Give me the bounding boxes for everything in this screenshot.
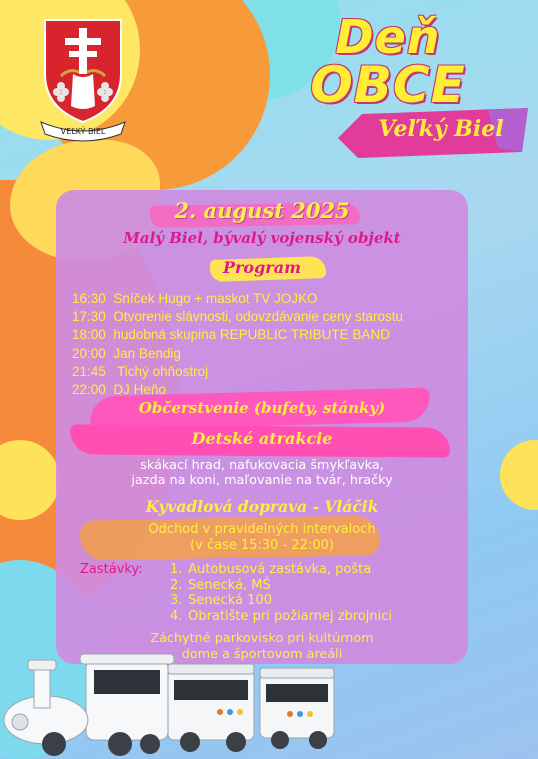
coat-of-arms-icon xyxy=(33,14,133,142)
stop-number: 3. xyxy=(170,593,183,608)
shuttle-line: Odchod v pravidelných intervaloch xyxy=(148,522,376,537)
stops-label: Zastávky: xyxy=(80,562,143,577)
kids-attractions-heading: Detské atrakcie xyxy=(191,429,333,448)
title-line1: Deň xyxy=(335,10,441,64)
shuttle-hours: (v čase 15:30 - 22:00) xyxy=(190,538,334,553)
stop-item xyxy=(170,593,470,609)
stop-name: Obratište pri požiarnej zbrojnici xyxy=(188,608,393,624)
stop-item xyxy=(170,578,470,594)
event-venue: Malý Biel, bývalý vojenský objekt xyxy=(123,229,401,247)
schedule-time: 20:00 xyxy=(72,345,106,361)
stop-name: Senecká, MŠ xyxy=(188,577,271,593)
schedule-item xyxy=(72,345,472,363)
schedule-time: 16:30 xyxy=(72,291,106,306)
parking-line: Záchytné parkovisko pri kultúrnom xyxy=(150,631,374,646)
schedule-item xyxy=(72,326,472,344)
stop-number: 2. xyxy=(170,577,183,593)
stop-name: Senecká 100 xyxy=(188,593,272,608)
parking-line: dome a športovom areáli xyxy=(181,646,343,662)
stop-number: 1. xyxy=(170,562,183,577)
schedule-time: 17:30 xyxy=(72,309,106,325)
refreshments-heading: Občerstvenie (bufety, stánky) xyxy=(138,399,386,417)
svg-text:VEĽKÝ BIEL: VEĽKÝ BIEL xyxy=(60,127,106,136)
stops-list xyxy=(170,562,470,624)
schedule-time: 18:00 xyxy=(72,327,106,343)
title-line2: OBCE xyxy=(310,56,466,114)
page-title xyxy=(262,10,514,114)
stop-number: 4. xyxy=(170,608,183,624)
kids-line: jazda na koni, maľovanie na tvár, hračky xyxy=(131,473,393,488)
schedule-item xyxy=(72,381,472,399)
schedule-time: 21:45 xyxy=(72,363,106,379)
schedule-text: hudobná skupina REPUBLIC TRIBUTE BAND xyxy=(113,327,390,343)
schedule-text: DJ Heňo xyxy=(113,382,166,398)
schedule-text: Otvorenie slávnosti, odovzdávanie ceny starostu xyxy=(113,309,403,325)
program-schedule xyxy=(72,290,472,399)
stop-item xyxy=(170,609,470,625)
tourist-train-icon xyxy=(0,640,340,759)
schedule-item xyxy=(72,308,472,326)
schedule-item xyxy=(72,363,472,381)
shuttle-heading: Kyvadlová doprava - Vláčik xyxy=(145,497,379,516)
decor-yellow-dot-right xyxy=(500,440,538,510)
schedule-time: 22:00 xyxy=(72,382,106,398)
kids-line: skákací hrad, nafukovacia šmykľavka, xyxy=(140,458,384,473)
place-ribbon xyxy=(338,108,528,158)
shuttle-description xyxy=(56,522,468,554)
kids-attractions-list xyxy=(56,458,468,488)
program-heading: Program xyxy=(222,258,302,277)
stop-name: Autobusová zastávka, pošta xyxy=(188,562,372,577)
place-name: Veľký Biel xyxy=(378,116,504,142)
stop-item xyxy=(170,562,470,578)
schedule-text: Jan Bendig xyxy=(113,345,181,361)
schedule-text: Tichý ohňostroj xyxy=(117,363,209,379)
schedule-item xyxy=(72,290,472,308)
schedule-text: Sníček Hugo + maskot TV JOJKO xyxy=(113,291,318,306)
event-date: 2. august 2025 xyxy=(174,198,350,223)
